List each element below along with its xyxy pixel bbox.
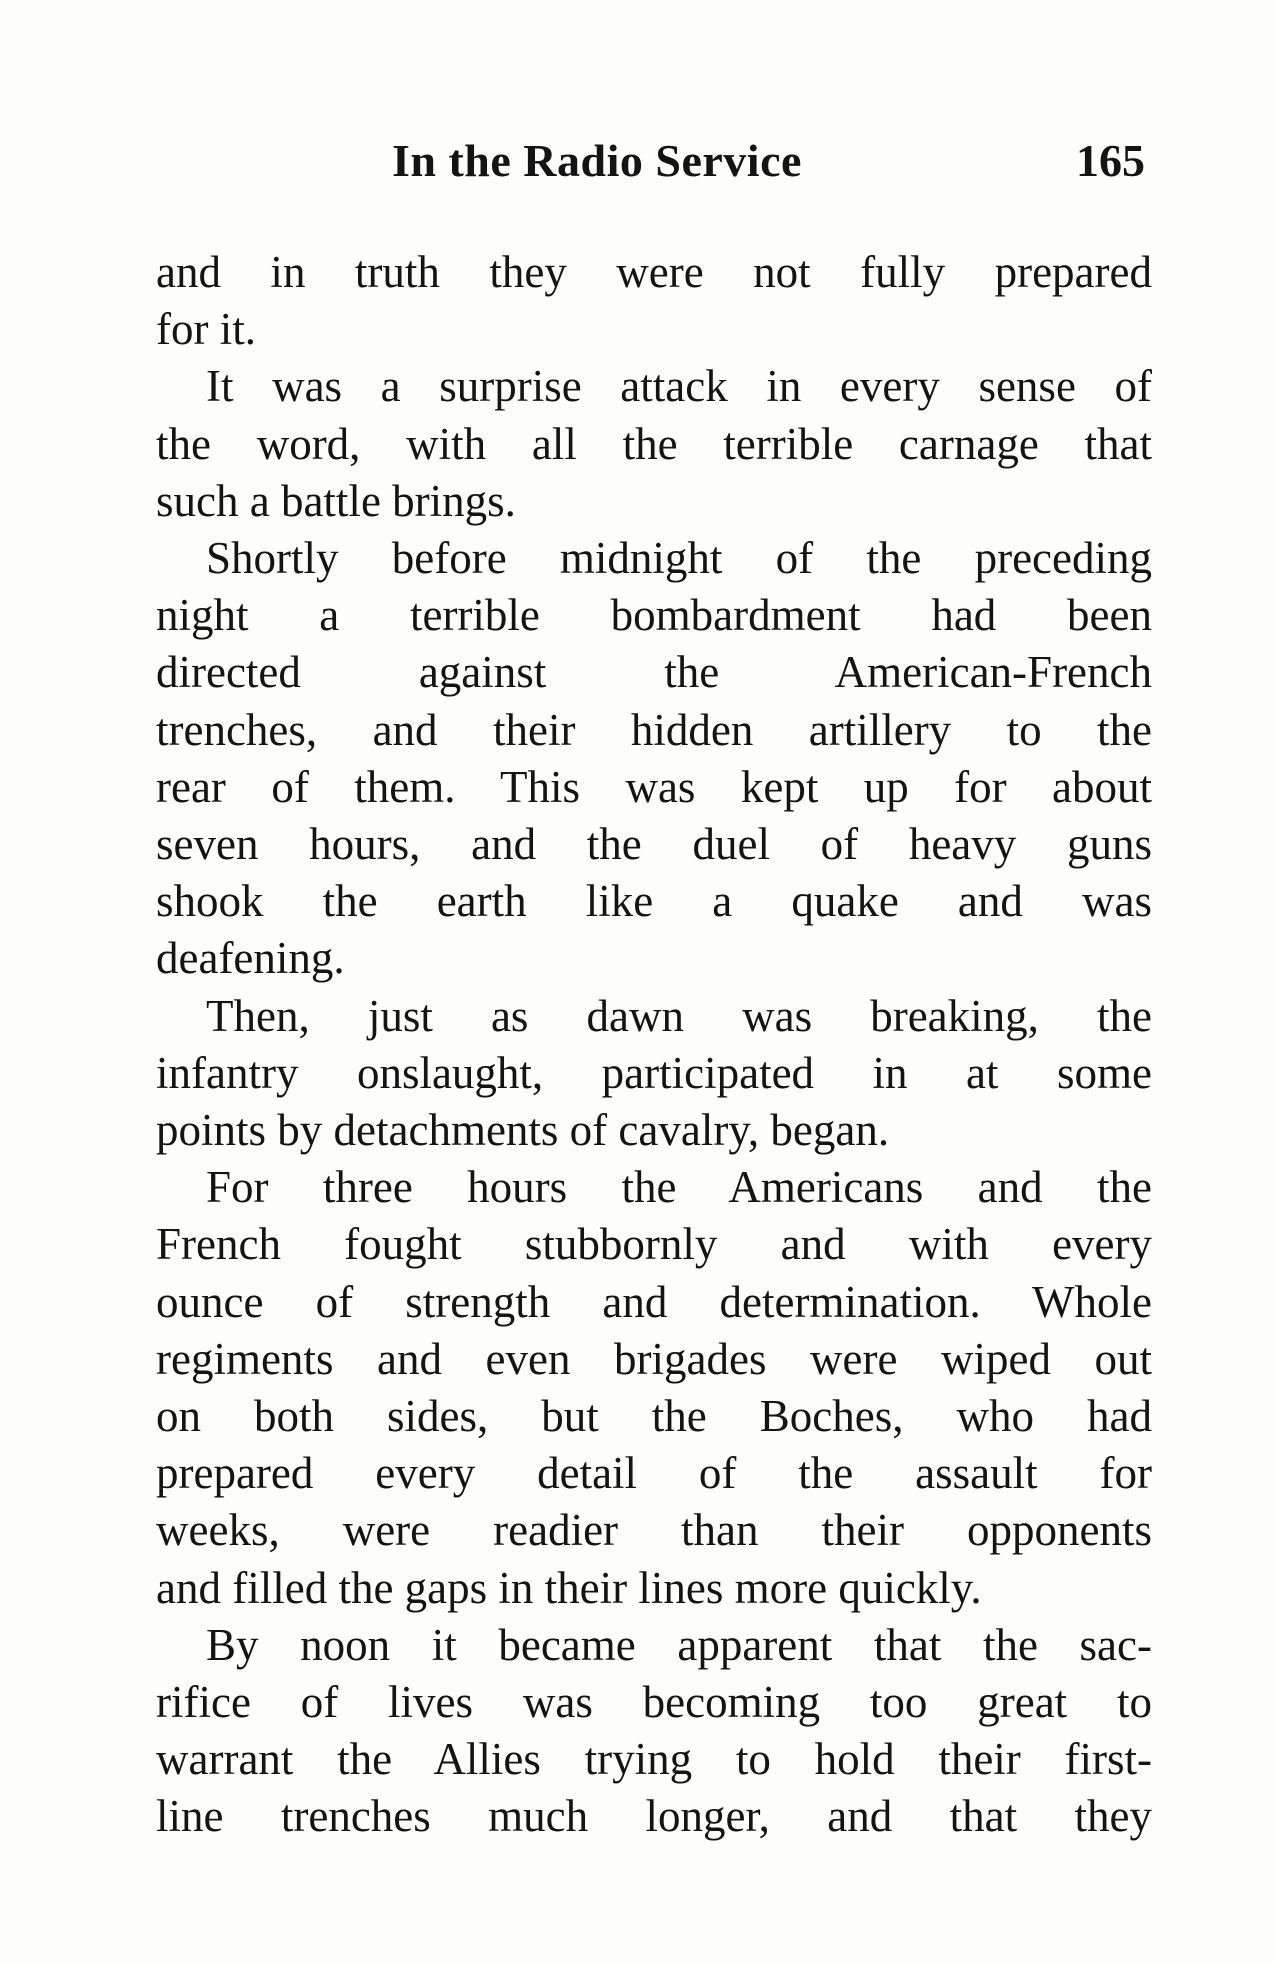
text-line: trenches, and their hidden artillery to the <box>156 704 1152 755</box>
text-line: shook the earth like a quake and was <box>156 876 1152 927</box>
text-line: It was a surprise attack in every sense of <box>206 361 1152 412</box>
text-line: warrant the Allies trying to hold their first- <box>156 1734 1152 1785</box>
text-line: For three hours the Americans and the <box>206 1162 1152 1213</box>
page-header <box>0 134 1276 194</box>
text-line: and filled the gaps in their lines more quickly. <box>156 1562 982 1613</box>
text-line: seven hours, and the duel of heavy guns <box>156 819 1152 869</box>
text-line: rear of them. This was kept up for about <box>156 761 1152 812</box>
text-line: and in truth they were not fully prepared <box>156 247 1152 297</box>
text-line: By noon it became apparent that the sac- <box>206 1619 1152 1670</box>
text-line: such a battle brings. <box>156 475 516 526</box>
text-line: weeks, were readier than their opponents <box>156 1505 1152 1556</box>
text-line: Then, just as dawn was breaking, the <box>206 990 1152 1041</box>
text-line: directed against the American-French <box>156 647 1152 698</box>
text-line: rifice of lives was becoming too great to <box>156 1677 1152 1727</box>
text-line: ounce of strength and determination. Whole <box>156 1276 1152 1327</box>
page-number: 165 <box>1076 135 1145 186</box>
text-line: night a terrible bombardment had been <box>156 590 1152 641</box>
text-line: prepared every detail of the assault for <box>156 1448 1152 1499</box>
text-line: Shortly before midnight of the preceding <box>206 533 1152 583</box>
text-line: points by detachments of cavalry, began. <box>156 1105 890 1155</box>
text-line: for it. <box>156 304 256 355</box>
text-line: on both sides, but the Boches, who had <box>156 1391 1152 1441</box>
running-title: In the Radio Service <box>392 135 802 186</box>
text-line: infantry onslaught, participated in at some <box>156 1047 1152 1098</box>
text-line: French fought stubbornly and with every <box>156 1219 1152 1270</box>
text-line: regiments and even brigades were wiped out <box>156 1333 1152 1384</box>
text-line: line trenches much longer, and that they <box>156 1791 1152 1842</box>
text-line: deafening. <box>156 933 345 984</box>
text-line: the word, with all the terrible carnage that <box>156 418 1152 469</box>
